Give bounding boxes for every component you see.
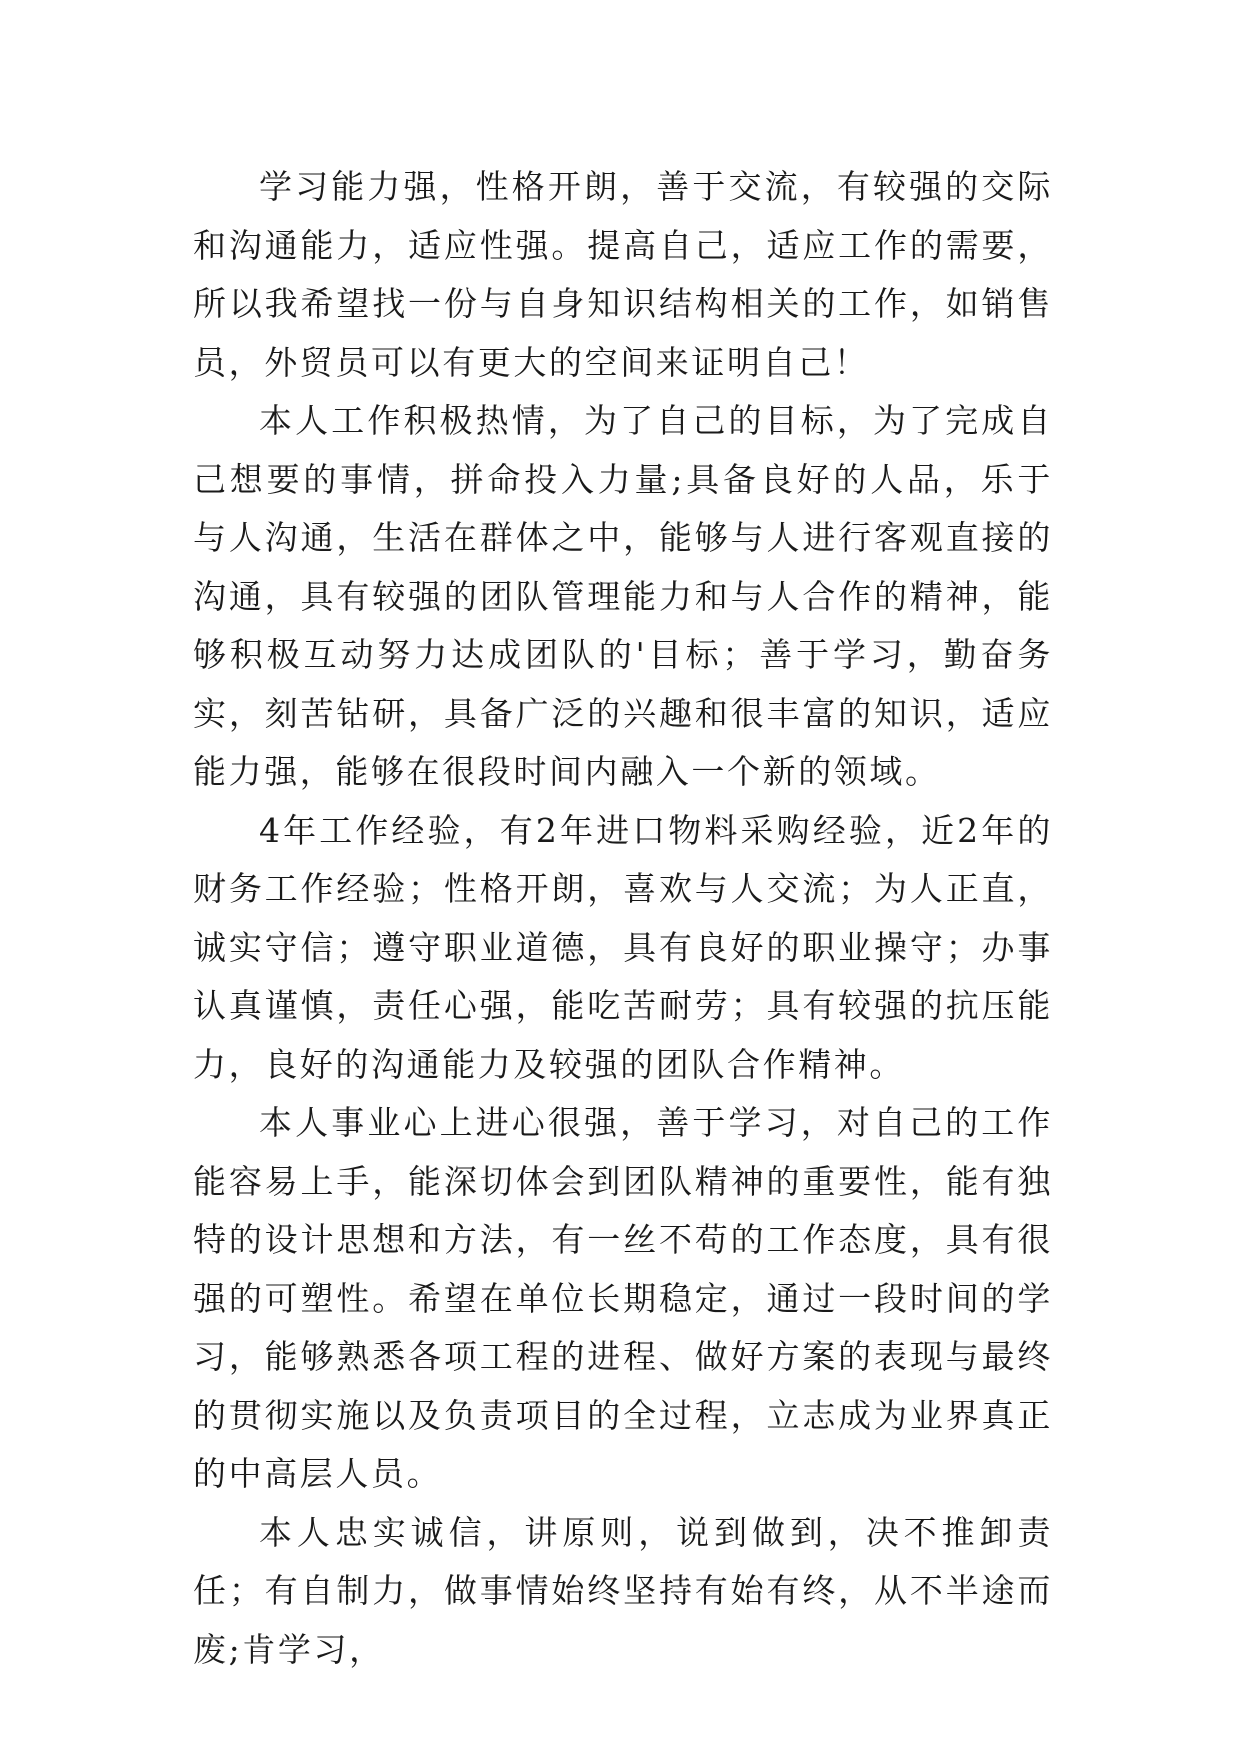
paragraph-1: 学习能力强，性格开朗，善于交流，有较强的交际和沟通能力，适应性强。提高自己，适应工作的需要，所以我希望找一份与自身知识结构相关的工作，如销售员，外贸员可以有更大的空间来证明自己！ — [193, 167, 1053, 382]
paragraph-4: 本人事业心上进心很强，善于学习，对自己的工作能容易上手，能深切体会到团队精神的重要性，能有独特的设计思想和方法，有一丝不苟的工作态度，具有很强的可塑性。希望在单位长期稳定，通过一段时间的学习，能够熟悉各项工程的进程、做好方案的表现与最终的贯彻实施以及负责项目的全过程，立志成为业界真正的中高层人员。 — [193, 1103, 1053, 1493]
paragraph-3: 4年工作经验，有2年进口物料采购经验，近2年的财务工作经验；性格开朗，喜欢与人交流；为人正直，诚实守信；遵守职业道德，具有良好的职业操守；办事认真谨慎，责任心强，能吃苦耐劳；具有较强的抗压能力，良好的沟通能力及较强的团队合作精神。 — [193, 810, 1053, 1084]
paragraph-2: 本人工作积极热情，为了自己的目标，为了完成自己想要的事情，拼命投入力量;具备良好的人品，乐于与人沟通，生活在群体之中，能够与人进行客观直接的沟通，具有较强的团队管理能力和与人合作的精神，能够积极互动努力达成团队的'目标；善于学习，勤奋务实，刻苦钻研，具备广泛的兴趣和很丰富的知识，适应能力强，能够在很段时间内融入一个新的领域。 — [193, 401, 1053, 791]
paragraph-5: 本人忠实诚信，讲原则，说到做到，决不推卸责任；有自制力，做事情始终坚持有始有终，从不半途而废;肯学习， — [193, 1512, 1053, 1669]
document-page — [193, 158, 1053, 1679]
